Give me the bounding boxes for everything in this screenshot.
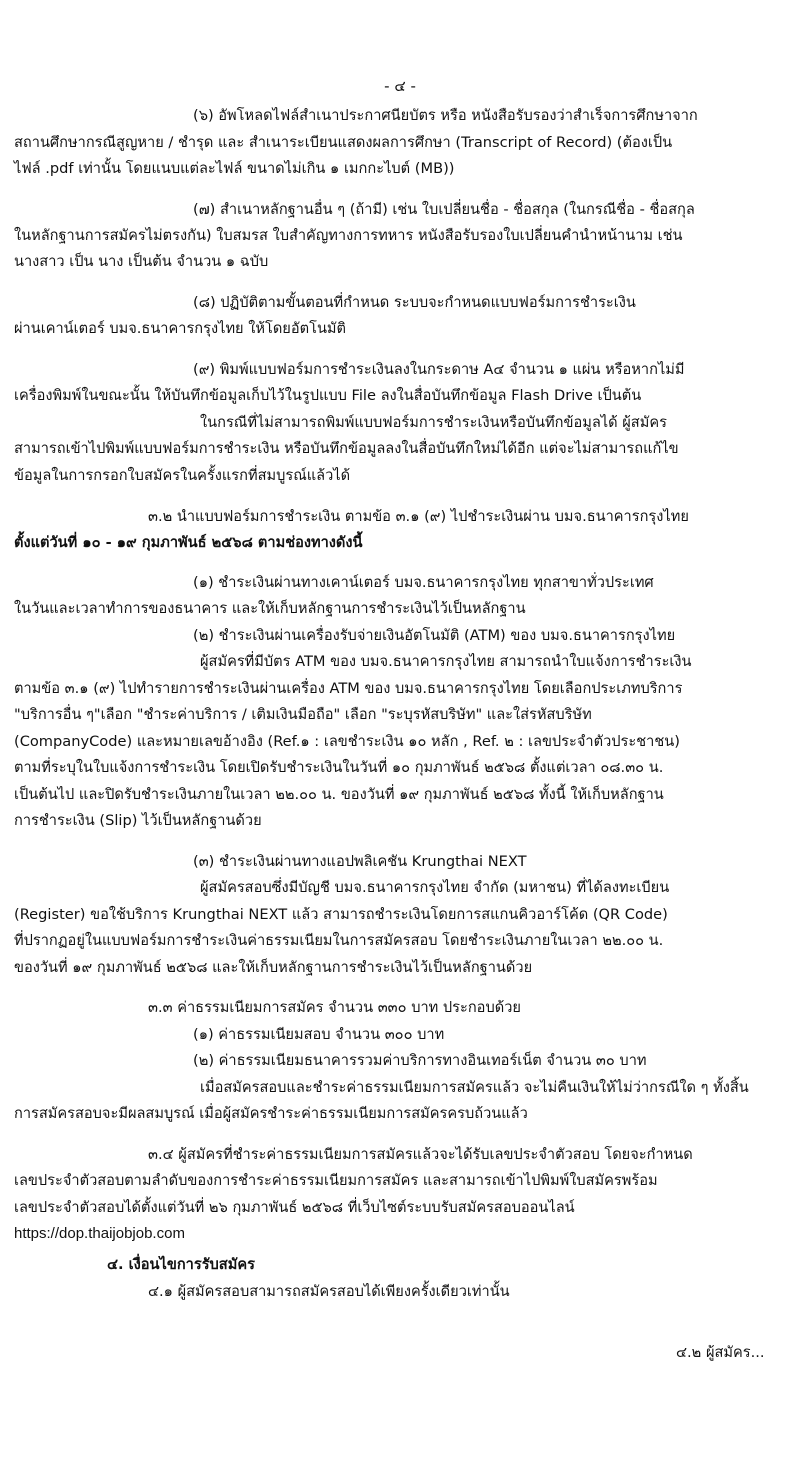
text-line: (๙) พิมพ์แบบฟอร์มการชำระเงินลงในกระดาษ A๔ จำนวน ๑ แผ่น หรือหากไม่มี (193, 361, 685, 378)
text-line: (๑) ชำระเงินผ่านทางเคาน์เตอร์ บมจ.ธนาคารกรุงไทย ทุกสาขาทั่วประเทศ (193, 574, 654, 591)
text-line: (๘) ปฏิบัติตามขั้นตอนที่กำหนด ระบบจะกำหนดแบบฟอร์มการชำระเงิน (193, 294, 636, 311)
text-line: เป็นต้นไป และปิดรับชำระเงินภายในเวลา ๒๒.๐๐ น. ของวันที่ ๑๙ กุมภาพันธ์ ๒๕๖๘ ทั้งนี้ ให้เก็บหลักฐาน (14, 786, 664, 803)
text-line: "บริการอื่น ๆ"เลือก "ชำระค่าบริการ / เติมเงินมือถือ" เลือก "ระบุรหัสบริษัท" และใส่รหัสบริษัท (14, 706, 592, 723)
text-line: (Register) ขอใช้บริการ Krungthai NEXT แล้ว สามารถชำระเงินโดยการสแกนคิวอาร์โค้ด (QR Code) (14, 906, 668, 923)
text-line: เมื่อสมัครสอบและชำระค่าธรรมเนียมการสมัครแล้ว จะไม่คืนเงินให้ไม่ว่ากรณีใด ๆ ทั้งสิ้น (200, 1079, 749, 1096)
text-line: ๓.๔ ผู้สมัครที่ชำระค่าธรรมเนียมการสมัครแล้วจะได้รับเลขประจำตัวสอบ โดยจะกำหนด (148, 1146, 693, 1163)
text-line: (๒) ชำระเงินผ่านเครื่องรับจ่ายเงินอัตโนมัติ (ATM) ของ บมจ.ธนาคารกรุงไทย (193, 627, 676, 644)
text-line: (๗) สำเนาหลักฐานอื่น ๆ (ถ้ามี) เช่น ใบเปลี่ยนชื่อ - ชื่อสกุล (ในกรณีชื่อ - ชื่อสกุล (193, 201, 695, 218)
text-line: ๓.๒ นำแบบฟอร์มการชำระเงิน ตามข้อ ๓.๑ (๙) ไปชำระเงินผ่าน บมจ.ธนาคารกรุงไทย (148, 508, 689, 525)
text-line: ของวันที่ ๑๙ กุมภาพันธ์ ๒๕๖๘ และให้เก็บหลักฐานการชำระเงินไว้เป็นหลักฐานด้วย (14, 959, 533, 976)
text-line: (๖) อัพโหลดไฟล์สำเนาประกาศนียบัตร หรือ หนังสือรับรองว่าสำเร็จการศึกษาจาก (193, 107, 698, 124)
text-line: เลขประจำตัวสอบได้ตั้งแต่วันที่ ๒๖ กุมภาพันธ์ ๒๕๖๘ ที่เว็บไซต์ระบบรับสมัครสอบออนไลน์ (14, 1199, 575, 1216)
text-line: (๓) ชำระเงินผ่านทางแอปพลิเคชัน Krungthai NEXT (193, 853, 527, 870)
text-line: ไฟล์ .pdf เท่านั้น โดยแนบแต่ละไฟล์ ขนาดไม่เกิน ๑ เมกกะไบต์ (MB)) (14, 160, 455, 177)
text-line: (๒) ค่าธรรมเนียมธนาคารรวมค่าบริการทางอินเทอร์เน็ต จำนวน ๓๐ บาท (193, 1052, 647, 1069)
text-line: นางสาว เป็น นาง เป็นต้น จำนวน ๑ ฉบับ (14, 253, 269, 270)
text-line: ๔. เงื่อนไขการรับสมัคร (107, 1256, 255, 1273)
text-line: การสมัครสอบจะมีผลสมบูรณ์ เมื่อผู้สมัครชำระค่าธรรมเนียมการสมัครครบถ้วนแล้ว (14, 1105, 528, 1122)
text-line: (CompanyCode) และหมายเลขอ้างอิง (Ref.๑ : เลขชำระเงิน ๑๐ หลัก , Ref. ๒ : เลขประจำตัวประชาชน) (14, 733, 680, 750)
text-line: ที่ปรากฏอยู่ในแบบฟอร์มการชำระเงินค่าธรรมเนียมในการสมัครสอบ โดยชำระเงินภายในเวลา ๒๒.๐๐ น. (14, 932, 664, 949)
text-line: ตั้งแต่วันที่ ๑๐ - ๑๙ กุมภาพันธ์ ๒๕๖๘ ตามช่องทางดังนี้ (14, 534, 363, 551)
text-line: สถานศึกษากรณีสูญหาย / ชำรุด และ สำเนาระเบียนแสดงผลการศึกษา (Transcript of Record) (ต้องเป็น (14, 134, 673, 151)
text-line: ๔.๒ ผู้สมัคร... (676, 1344, 765, 1361)
text-line: ในกรณีที่ไม่สามารถพิมพ์แบบฟอร์มการชำระเงินหรือบันทึกข้อมูลได้ ผู้สมัคร (200, 414, 667, 431)
text-line: เครื่องพิมพ์ในขณะนั้น ให้บันทึกข้อมูลเก็บไว้ในรูปแบบ File ลงในสื่อบันทึกข้อมูล Flash Drive เป็นต้น (14, 387, 642, 404)
text-line: ข้อมูลในการกรอกใบสมัครในครั้งแรกที่สมบูรณ์แล้วได้ (14, 467, 351, 484)
text-line: ผู้สมัครที่มีบัตร ATM ของ บมจ.ธนาคารกรุงไทย สามารถนำใบแจ้งการชำระเงิน (200, 653, 692, 670)
text-line: การชำระเงิน (Slip) ไว้เป็นหลักฐานด้วย (14, 812, 262, 829)
text-line: (๑) ค่าธรรมเนียมสอบ จำนวน ๓๐๐ บาท (193, 1026, 445, 1043)
text-line: ๓.๓ ค่าธรรมเนียมการสมัคร จำนวน ๓๓๐ บาท ประกอบด้วย (148, 999, 521, 1016)
text-line: ผ่านเคาน์เตอร์ บมจ.ธนาคารกรุงไทย ให้โดยอัตโนมัติ (14, 320, 347, 337)
text-line: เลขประจำตัวสอบตามลำดับของการชำระค่าธรรมเนียมการสมัคร และสามารถเข้าไปพิมพ์ใบสมัครพร้อม (14, 1172, 658, 1189)
website-link[interactable]: https://dop.thaijobjob.com (14, 1225, 185, 1242)
text-line: ตามข้อ ๓.๑ (๙) ไปทำรายการชำระเงินผ่านเครื่อง ATM ของ บมจ.ธนาคารกรุงไทย โดยเลือกประเภทบริการ (14, 680, 683, 697)
page-number: - ๔ - (384, 77, 416, 95)
text-line: สามารถเข้าไปพิมพ์แบบฟอร์มการชำระเงิน หรือบันทึกข้อมูลลงในสื่อบันทึกใหม่ได้อีก แต่จะไม่สามารถแก้ไข (14, 440, 679, 457)
text-line: ผู้สมัครสอบซึ่งมีบัญชี บมจ.ธนาคารกรุงไทย จำกัด (มหาชน) ที่ได้ลงทะเบียน (200, 879, 670, 896)
text-line: ในหลักฐานการสมัครไม่ตรงกัน) ใบสมรส ใบสำคัญทางการทหาร หนังสือรับรองใบเปลี่ยนคำนำหน้านาม เช่น (14, 227, 683, 244)
text-line: ๔.๑ ผู้สมัครสอบสามารถสมัครสอบได้เพียงครั้งเดียวเท่านั้น (148, 1283, 510, 1300)
text-line: ตามที่ระบุในใบแจ้งการชำระเงิน โดยเปิดรับชำระเงินในวันที่ ๑๐ กุมภาพันธ์ ๒๕๖๘ ตั้งแต่เวลา ๐๘.๓๐ น. (14, 759, 664, 776)
text-line: ในวันและเวลาทำการของธนาคาร และให้เก็บหลักฐานการชำระเงินไว้เป็นหลักฐาน (14, 600, 526, 617)
